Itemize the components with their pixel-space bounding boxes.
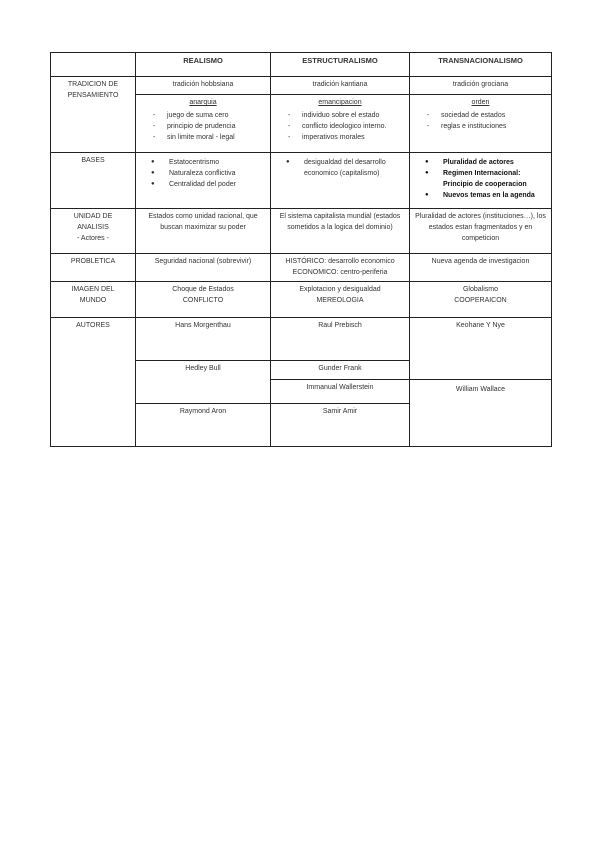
autores-row-1 xyxy=(51,318,552,361)
author-bull: Hedley Bull xyxy=(136,361,271,404)
autores-label: AUTORES xyxy=(51,318,136,447)
tradicion-name-estructuralismo: tradición kantiana xyxy=(271,77,410,95)
unidad-transnacionalismo: Pluralidad de actores (instituciones…), los estados estan fragmentados y en competicion xyxy=(410,209,552,254)
author-frank: Gunder Frank xyxy=(271,361,410,380)
problematica-estructuralismo: HISTÓRICO: desarrollo economico ECONOMICO: centro-periferia xyxy=(271,254,410,282)
problematica-transnacionalismo: Nueva agenda de investigacion xyxy=(410,254,552,282)
bases-estructuralismo-cell xyxy=(271,153,410,209)
list-item: ● desigualdad del desarrollo economico (capitalismo) xyxy=(286,157,406,179)
imagen-realismo: Choque de Estados CONFLICTO xyxy=(136,282,271,318)
unidad-row xyxy=(51,209,552,254)
list-item: ● Pluralidad de actores xyxy=(425,157,548,168)
list-item: - juego de suma cero xyxy=(153,110,267,121)
tradicion-name-transnacionalismo: tradición grociana xyxy=(410,77,552,95)
list-item: ● Nuevos temas en la agenda xyxy=(425,190,548,201)
list-item: - sociedad de estados xyxy=(427,110,548,121)
list-item: - sin limite moral - legal xyxy=(153,132,267,143)
author-prebisch: Raul Prebisch xyxy=(271,318,410,361)
list-item: ● Centralidad del poder xyxy=(151,179,267,190)
list-item: - imperativos morales xyxy=(288,132,406,143)
list-item: - reglas e instituciones xyxy=(427,121,548,132)
comparison-table xyxy=(50,52,552,447)
transnacionalismo-tradicion-list xyxy=(413,110,548,132)
unidad-realismo: Estados como unidad racional, que buscan maximizar su poder xyxy=(136,209,271,254)
author-amir: Samir Amir xyxy=(271,404,410,447)
header-estructuralismo: ESTRUCTURALISMO xyxy=(271,53,410,77)
tradicion-realismo-cell xyxy=(136,95,271,153)
realismo-tradicion-list xyxy=(139,110,267,143)
bases-transnacionalismo-cell xyxy=(410,153,552,209)
list-item: - individuo sobre el estado xyxy=(288,110,406,121)
list-item: - principio de prudencia xyxy=(153,121,267,132)
author-morgenthau: Hans Morgenthau xyxy=(136,318,271,361)
author-keohane-nye: Keohane Y Nye xyxy=(410,318,552,380)
bases-row xyxy=(51,153,552,209)
list-item: ● Regimen Internacional: Principio de cooperacion xyxy=(425,168,548,190)
problematica-label: PROBLETICA xyxy=(51,254,136,282)
header-row xyxy=(51,53,552,77)
imagen-estructuralismo: Explotacion y desigualdad MEREOLOGIA xyxy=(271,282,410,318)
unidad-label: UNIDAD DE ANALISIS - Actores - xyxy=(51,209,136,254)
list-item: ● Naturaleza conflictiva xyxy=(151,168,267,179)
imagen-transnacionalismo: Globalismo COOPERAICON xyxy=(410,282,552,318)
tradicion-names-row xyxy=(51,77,552,95)
header-realismo: REALISMO xyxy=(136,53,271,77)
concept-anarquia: anarquia xyxy=(189,99,217,106)
list-item: - conflicto ideologico interno. xyxy=(288,121,406,132)
tradicion-label: TRADICION DE PENSAMIENTO xyxy=(51,77,136,153)
concept-orden: orden xyxy=(471,99,490,106)
header-transnacionalismo: TRANSNACIONALISMO xyxy=(410,53,552,77)
estructuralismo-tradicion-list xyxy=(274,110,406,143)
author-wallerstein: Immanual Wallerstein xyxy=(271,380,410,404)
author-wallace: William Wallace xyxy=(410,380,552,447)
unidad-estructuralismo: El sistema capitalista mundial (estados sometidos a la logica del dominio) xyxy=(271,209,410,254)
bases-label: BASES xyxy=(51,153,136,209)
imagen-label: IMAGEN DEL MUNDO xyxy=(51,282,136,318)
list-item: ● Estatocentrismo xyxy=(151,157,267,168)
author-aron: Raymond Aron xyxy=(136,404,271,447)
corner-cell xyxy=(51,53,136,77)
problematica-row xyxy=(51,254,552,282)
tradicion-estructuralismo-cell xyxy=(271,95,410,153)
concept-emancipacion: emancipacion xyxy=(318,99,362,106)
bases-transnacionalismo-list xyxy=(413,157,548,201)
tradicion-name-realismo: tradición hobbsiana xyxy=(136,77,271,95)
bases-realismo-list xyxy=(139,157,267,190)
bases-realismo-cell xyxy=(136,153,271,209)
imagen-row xyxy=(51,282,552,318)
bases-estructuralismo-list xyxy=(274,157,406,179)
problematica-realismo: Seguridad nacional (sobrevivir) xyxy=(136,254,271,282)
tradicion-transnacionalismo-cell xyxy=(410,95,552,153)
